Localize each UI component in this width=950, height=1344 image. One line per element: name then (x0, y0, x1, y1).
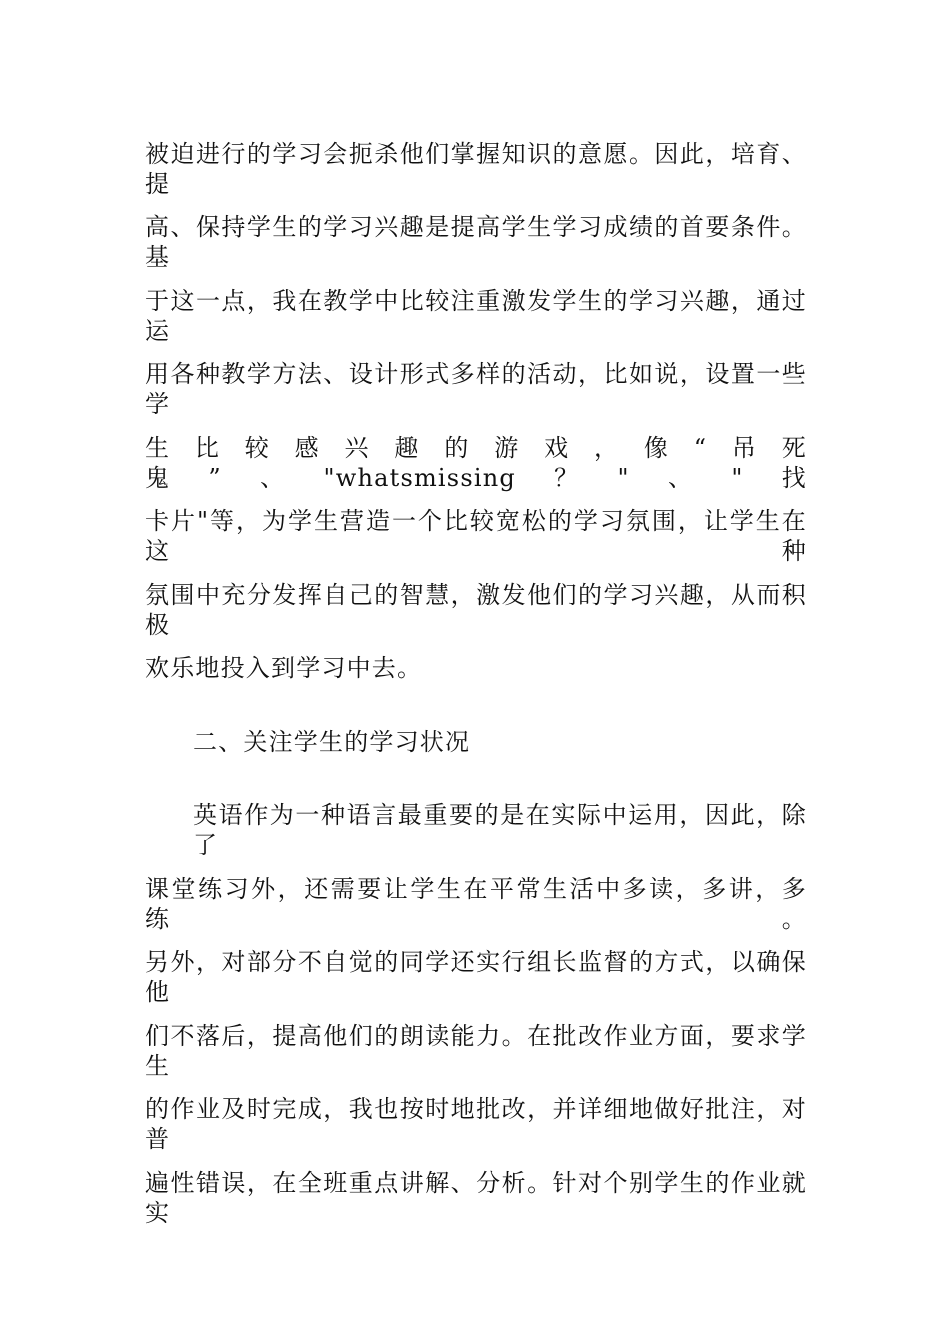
paragraph-line-6: 卡片"等，为学生营造一个比较宽松的学习氛围，让学生在这种 (145, 507, 807, 565)
paragraph-line-14: 遍性错误，在全班重点讲解、分析。针对个别学生的作业就实 (145, 1169, 807, 1227)
paragraph-line-13: 的作业及时完成，我也按时地批改，并详细地做好批注，对普 (145, 1095, 807, 1153)
paragraph-line-11: 另外，对部分不自觉的同学还实行组长监督的方式，以确保他 (145, 948, 807, 1006)
paragraph-line-1: 被迫进行的学习会扼杀他们掌握知识的意愿。因此，培育、提 (145, 140, 807, 198)
paragraph-line-9: 英语作为一种语言最重要的是在实际中运用，因此，除了 (193, 801, 807, 859)
paragraph-line-3: 于这一点，我在教学中比较注重激发学生的学习兴趣，通过运 (145, 287, 807, 345)
paragraph-line-8: 欢乐地投入到学习中去。 (145, 654, 423, 682)
paragraph-line-2: 高、保持学生的学习兴趣是提高学生学习成绩的首要条件。基 (145, 213, 807, 271)
section-heading: 二、关注学生的学习状况 (193, 728, 471, 756)
paragraph-line-7: 氛围中充分发挥自己的智慧，激发他们的学习兴趣，从而积极 (145, 581, 807, 639)
paragraph-line-12: 们不落后，提高他们的朗读能力。在批改作业方面，要求学生 (145, 1022, 807, 1080)
paragraph-line-10: 课堂练习外，还需要让学生在平常生活中多读，多讲，多练。 (145, 875, 807, 933)
paragraph-line-4: 用各种教学方法、设计形式多样的活动，比如说，设置一些学 (145, 360, 807, 418)
paragraph-line-5: 生比较感兴趣的游戏，像“吊死鬼”、"whatsmissing？"、"找 (145, 434, 807, 492)
